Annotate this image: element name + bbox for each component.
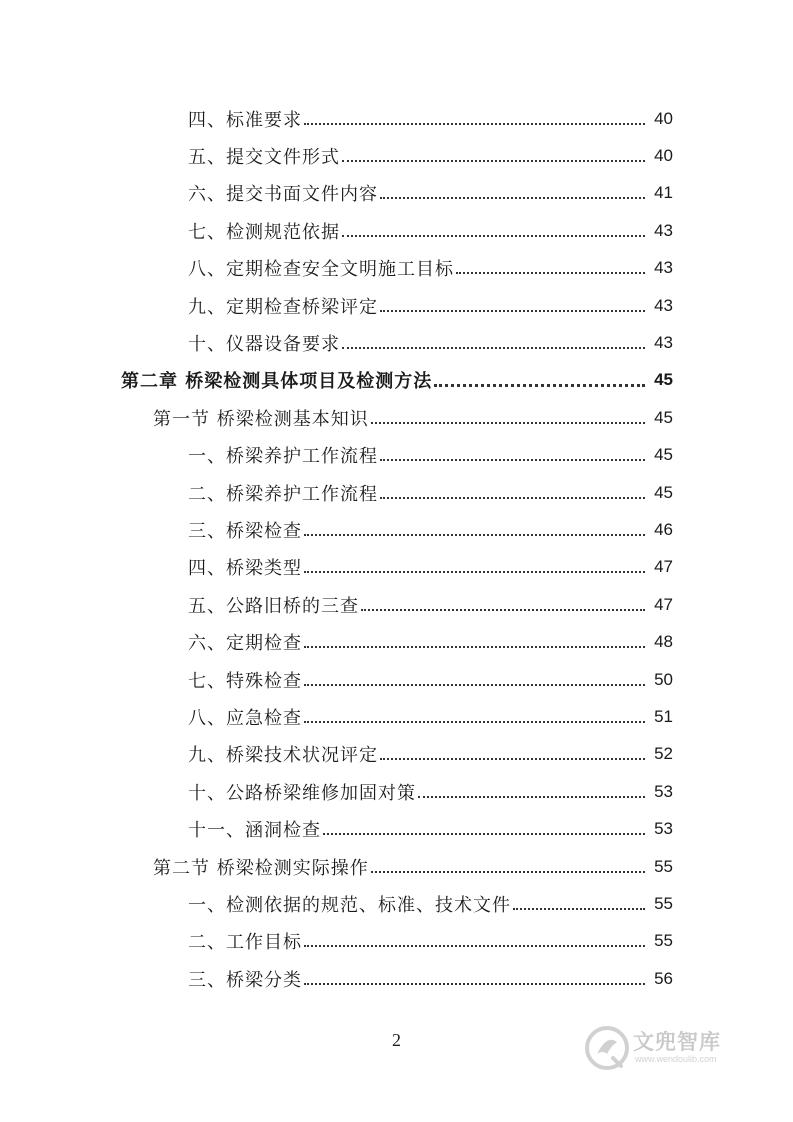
toc-entry-label: 四、桥梁类型 (188, 558, 302, 580)
toc-entry-page: 45 (654, 482, 673, 502)
toc-entry-page: 56 (654, 968, 673, 988)
toc-entry-label: 七、特殊检查 (188, 670, 302, 692)
toc-dot-leader (380, 292, 645, 312)
toc-entry-page: 41 (654, 183, 673, 203)
watermark (583, 1022, 763, 1074)
toc-entry[interactable] (0, 474, 793, 511)
toc-entry-label: 第二章 桥梁检测具体项目及检测方法 (121, 371, 433, 393)
toc-entry[interactable] (0, 511, 793, 548)
toc-entry-label: 八、应急检查 (188, 707, 302, 729)
toc-entry-page: 55 (654, 893, 673, 913)
watermark-logo-icon (583, 1024, 631, 1072)
page-number: 2 (392, 1030, 401, 1050)
toc-entry-label: 十、仪器设备要求 (188, 334, 340, 356)
toc-dot-leader (304, 703, 645, 723)
toc-entry-page: 43 (654, 295, 673, 315)
toc-entry[interactable] (0, 960, 793, 997)
toc-entry-label: 六、定期检查 (188, 633, 302, 655)
toc-dot-leader (456, 254, 645, 274)
toc-dot-leader (323, 815, 645, 835)
toc-entry-label: 五、提交文件形式 (188, 147, 340, 169)
toc-dot-leader (304, 927, 645, 947)
toc-entry[interactable] (0, 100, 793, 137)
toc-entry-page: 47 (654, 594, 673, 614)
toc-entry[interactable] (0, 661, 793, 698)
toc-entry-label: 一、桥梁养护工作流程 (188, 446, 378, 468)
toc-entry[interactable] (0, 549, 793, 586)
toc-dot-leader (380, 479, 645, 499)
toc-entry[interactable] (0, 362, 793, 399)
toc-entry-page: 51 (654, 706, 673, 726)
toc-dot-leader (371, 853, 645, 873)
toc-entry-label: 九、桥梁技术状况评定 (188, 745, 378, 767)
toc-entry-page: 40 (654, 146, 673, 166)
toc-entry-page: 50 (654, 669, 673, 689)
toc-entry[interactable] (0, 736, 793, 773)
watermark-name: 文兜智库 (633, 1030, 721, 1054)
toc-dot-leader (418, 778, 645, 798)
toc-entry-page: 55 (654, 931, 673, 951)
toc-entry-label: 七、检测规范依据 (188, 221, 340, 243)
toc-dot-leader (380, 441, 645, 461)
toc-dot-leader (380, 740, 645, 760)
toc-dot-leader (342, 142, 645, 162)
toc-entry-page: 48 (654, 632, 673, 652)
toc-dot-leader (342, 329, 645, 349)
toc-entry-page: 45 (654, 407, 673, 427)
toc-dot-leader (371, 404, 645, 424)
toc-entry-page: 43 (654, 220, 673, 240)
toc-entry[interactable] (0, 175, 793, 212)
toc-entry-label: 三、桥梁分类 (188, 969, 302, 991)
watermark-url: www.wendoulib.com (635, 1054, 717, 1064)
toc-dot-leader (380, 179, 645, 199)
toc-dot-leader (304, 965, 645, 985)
toc-entry-page: 40 (654, 108, 673, 128)
toc-entry-label: 一、检测依据的规范、标准、技术文件 (188, 894, 511, 916)
toc-entry-page: 46 (654, 519, 673, 539)
toc-entry-label: 九、定期检查桥梁评定 (188, 296, 378, 318)
toc-entry-page: 53 (654, 781, 673, 801)
toc-entry[interactable] (0, 137, 793, 174)
toc-entry[interactable] (0, 324, 793, 361)
toc-dot-leader (304, 666, 645, 686)
toc-entry-page: 52 (654, 744, 673, 764)
toc-entry[interactable] (0, 623, 793, 660)
toc-entry[interactable] (0, 212, 793, 249)
toc-entry-page: 53 (654, 819, 673, 839)
toc-entry[interactable] (0, 848, 793, 885)
toc-entry-page: 45 (654, 445, 673, 465)
toc-dot-leader (434, 366, 645, 387)
toc-entry[interactable] (0, 287, 793, 324)
toc-entry-label: 四、标准要求 (188, 109, 302, 131)
toc-entry[interactable] (0, 773, 793, 810)
toc-dot-leader (304, 628, 645, 648)
toc-entry-page: 55 (654, 856, 673, 876)
toc-entry-label: 十一、涵洞检查 (188, 820, 321, 842)
toc-dot-leader (304, 553, 645, 573)
toc-entry-label: 十、公路桥梁维修加固对策 (188, 782, 416, 804)
toc-dot-leader (513, 890, 645, 910)
toc-entry[interactable] (0, 586, 793, 623)
toc-entry[interactable] (0, 399, 793, 436)
toc-entry-page: 43 (654, 333, 673, 353)
toc-entry-label: 二、工作目标 (188, 932, 302, 954)
toc-entry[interactable] (0, 885, 793, 922)
toc-entry-label: 六、提交书面文件内容 (188, 184, 378, 206)
toc-dot-leader (361, 591, 645, 611)
toc-dot-leader (304, 105, 645, 125)
toc-entry[interactable] (0, 698, 793, 735)
toc-entry-page: 43 (654, 258, 673, 278)
toc-entry[interactable] (0, 810, 793, 847)
toc-entry-page: 45 (654, 370, 673, 390)
toc-entry[interactable] (0, 437, 793, 474)
toc-entry-label: 第二节 桥梁检测实际操作 (153, 857, 369, 879)
toc-entry-label: 第一节 桥梁检测基本知识 (153, 408, 369, 430)
toc-dot-leader (304, 516, 645, 536)
toc-entry-label: 三、桥梁检查 (188, 520, 302, 542)
toc-entry[interactable] (0, 923, 793, 960)
toc-entry[interactable] (0, 250, 793, 287)
toc-entry-page: 47 (654, 557, 673, 577)
toc-entry-label: 二、桥梁养护工作流程 (188, 483, 378, 505)
toc-entry-label: 五、公路旧桥的三查 (188, 595, 359, 617)
toc-dot-leader (342, 217, 645, 237)
table-of-contents (0, 100, 793, 997)
toc-entry-label: 八、定期检查安全文明施工目标 (188, 259, 454, 281)
